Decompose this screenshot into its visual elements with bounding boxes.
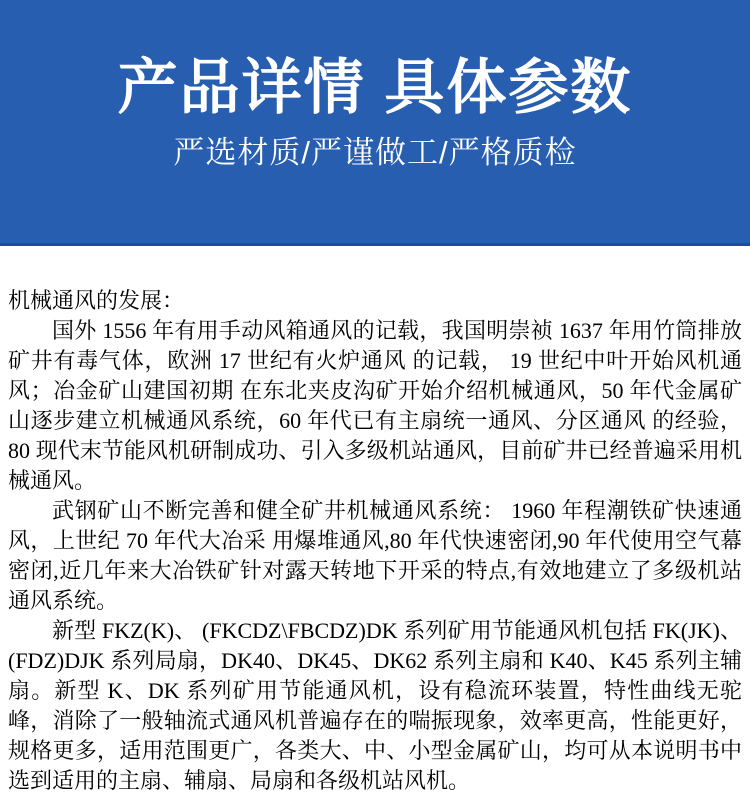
section-heading: 机械通风的发展：: [8, 288, 185, 313]
banner-subtitle: 严选材质/严谨做工/严格质检: [173, 135, 577, 170]
description-section: [0, 246, 750, 796]
paragraph-fan-series: 新型 FKZ(K)、 (FKCDZ\FBCDZ)DK 系列矿用节能通风机包括 FK(JK)、(FDZ)DJK 系列局扇，DK40、DK45、DK62 系列主扇和 K40、K45 系列主辅扇。新型 K、DK 系列矿用节能通风机，设有稳流环装置，特性曲线无驼峰，消除了一般轴流式通风机普遍存在的喘振现象，效率更高，性能更好，规格更多，适用范围更广，各类大、中、小型金属矿山，均可从本说明书中选到适用的主扇、辅扇、局扇和各级机站风机。: [8, 618, 742, 793]
banner-title: 产品详情 具体参数: [117, 54, 633, 121]
banner: [0, 0, 750, 246]
paragraph-wugang-mine: 武钢矿山不断完善和健全矿井机械通风系统： 1960 年程潮铁矿快速通风，上世纪 70 年代大冶采 用爆堆通风,80 年代快速密闭,90 年代使用空气幕密闭,近几年来大冶铁矿针对露天转地下开采的特点,有效地建立了多级机站通风系统。: [8, 498, 742, 613]
paragraph-history: 国外 1556 年有用手动风箱通风的记载，我国明崇祯 1637 年用竹筒排放矿井有毒气体，欧洲 17 世纪有火炉通风 的记载， 19 世纪中叶开始风机通风；冶金矿山建国初期 在东北夹皮沟矿开始介绍机械通风，50 年代金属矿山逐步建立机械通风系统，60 年代已有主扇统一通风、分区通风 的经验，80 现代末节能风机研制成功、引入多级机站通风，目前矿井已经普遍采用机械通风。: [8, 318, 742, 493]
